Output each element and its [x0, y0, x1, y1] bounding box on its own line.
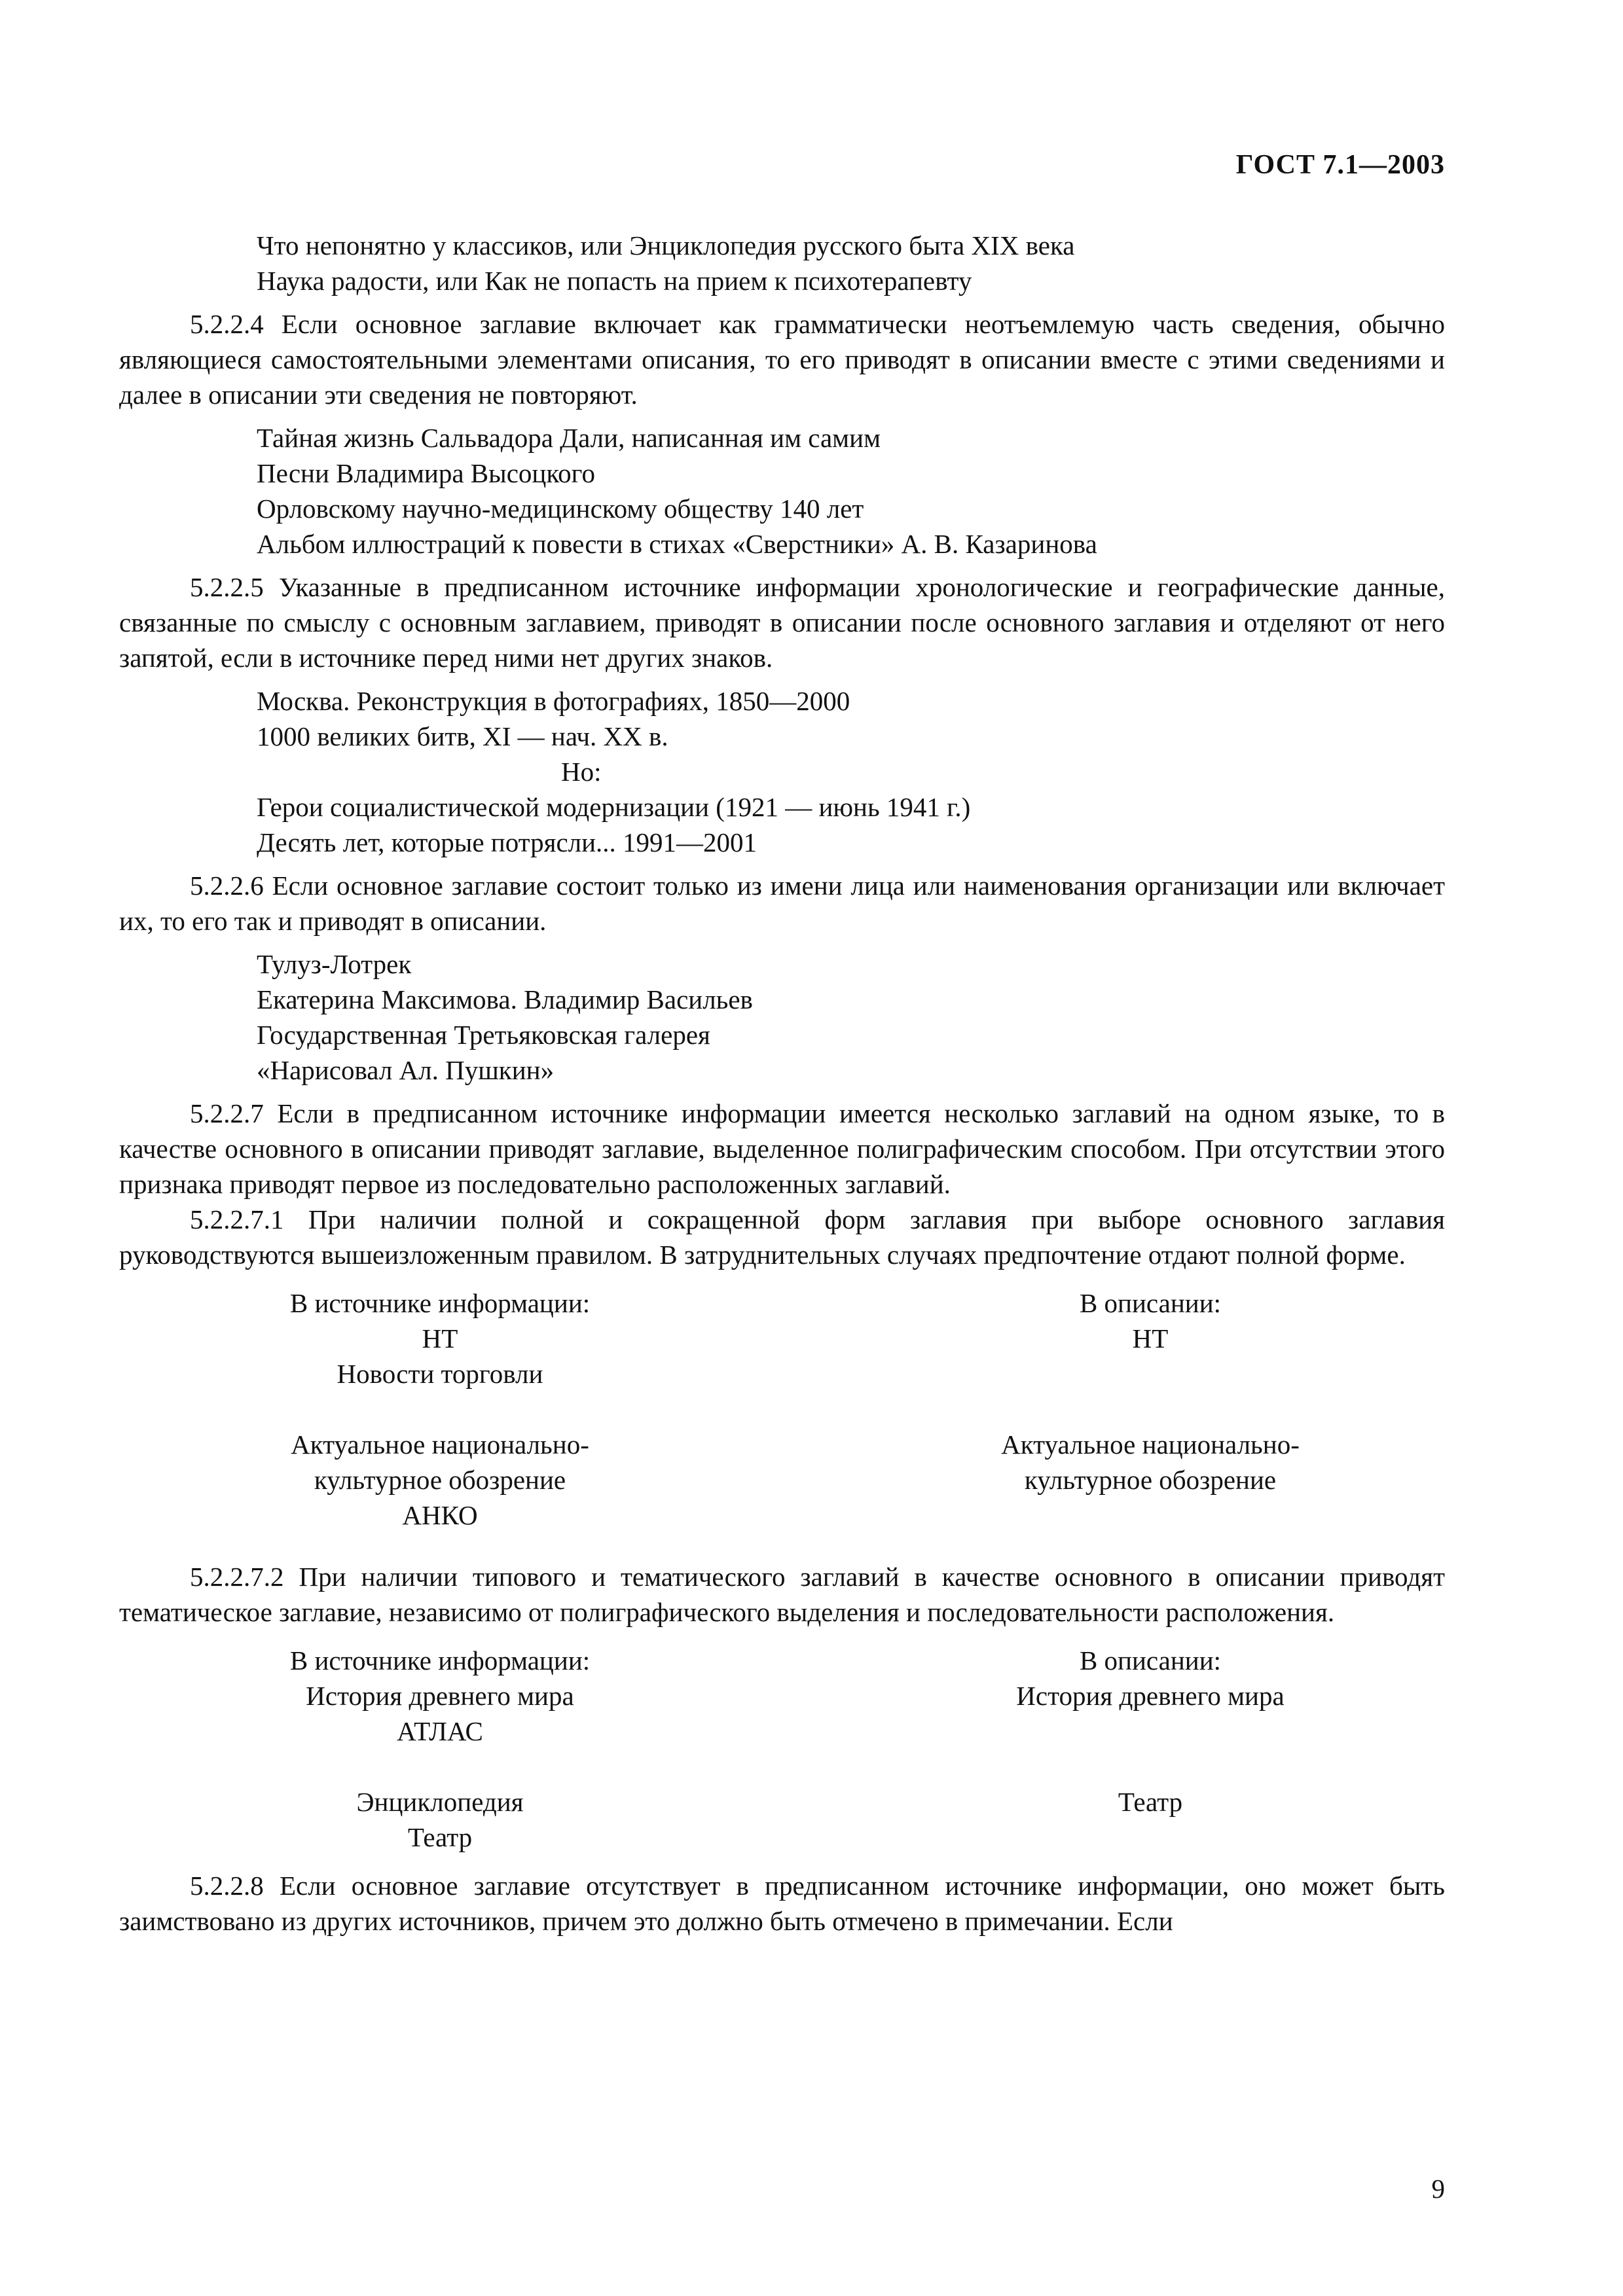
example-line: Что непонятно у классиков, или Энциклопедия русского быта XIX века: [257, 230, 1075, 260]
example-line: Наука радости, или Как не попасть на прием к психотерапевту: [257, 266, 972, 296]
description-group: [856, 1784, 1445, 1820]
main-text: [119, 228, 1445, 1939]
title-line: культурное обозрение: [1024, 1465, 1277, 1495]
examples-5-2-2-6: [257, 946, 1445, 1088]
paragraph-5-2-2-8: 5.2.2.8 Если основное заглавие отсутствует в предписанном источнике информации, оно может быть заимствовано из других источников, причем это должно быть отмечено в примечании. Если: [119, 1871, 1445, 1936]
title-line: Новости торговли: [337, 1359, 543, 1389]
page-number: 9: [1431, 2174, 1445, 2204]
comparison-table-1: [119, 1285, 1445, 1533]
source-group: [145, 1321, 735, 1391]
source-group: [145, 1678, 735, 1749]
paragraph-5-2-2-6: 5.2.2.6 Если основное заглавие состоит только из имени лица или наименования организации или включает их, то его так и приводят в описании.: [119, 870, 1445, 936]
title-line: АТЛАС: [397, 1716, 483, 1746]
paragraph-5-2-2-7-2: 5.2.2.7.2 При наличии типового и тематического заглавий в качестве основного в описании приводят тематическое заглавие, независимо от полиграфического выделения и последовательности расположения.: [119, 1562, 1445, 1627]
source-column: [145, 1643, 735, 1855]
example-line: Герои социалистической модернизации (1921 — июнь 1941 г.): [257, 792, 971, 822]
column-header: В источнике информации:: [289, 1288, 591, 1318]
example-line: Альбом иллюстраций к повести в стихах «Сверстники» А. В. Казаринова: [257, 529, 1097, 559]
example-line: Орловскому научно-медицинскому обществу 140 лет: [257, 493, 864, 524]
example-line: Государственная Третьяковская галерея: [257, 1020, 710, 1050]
title-line: Актуальное национально-: [1001, 1429, 1300, 1460]
description-column: [856, 1643, 1445, 1855]
example-line: Песни Владимира Высоцкого: [257, 458, 595, 488]
source-column: [145, 1285, 735, 1533]
title-line: Театр: [407, 1822, 473, 1852]
source-group: [145, 1784, 735, 1855]
description-column: [856, 1285, 1445, 1533]
paragraph-5-2-2-5: 5.2.2.5 Указанные в предписанном источнике информации хронологические и географические данные, связанные по смыслу с основным заглавием, приводят в описании после основного заглавия и отделяют от него запятой, если в источнике перед ними нет других знаков.: [119, 572, 1445, 673]
example-line: «Нарисовал Ал. Пушкин»: [257, 1055, 555, 1085]
paragraph-5-2-2-7-1: 5.2.2.7.1 При наличии полной и сокращенной форм заглавия при выборе основного заглавия руководствуются вышеизложенным правилом. В затруднительных случаях предпочтение отдают полной форме.: [119, 1204, 1445, 1270]
example-line: Москва. Реконструкция в фотографиях, 1850—2000: [257, 686, 850, 716]
examples-5-2-2-5: [257, 683, 1445, 860]
example-line: Тайная жизнь Сальвадора Дали, написанная им самим: [257, 423, 881, 453]
example-line: Екатерина Максимова. Владимир Васильев: [257, 984, 753, 1014]
intro-examples: [257, 228, 1445, 298]
description-group: [856, 1427, 1445, 1498]
column-header: В источнике информации:: [289, 1645, 591, 1676]
description-group: [856, 1678, 1445, 1749]
title-line: АНКО: [402, 1500, 478, 1530]
title-line: История древнего мира: [1016, 1681, 1285, 1711]
title-line: НТ: [1132, 1323, 1169, 1354]
title-line: Театр: [1118, 1787, 1183, 1817]
description-group: [856, 1321, 1445, 1391]
paragraph-5-2-2-4: 5.2.2.4 Если основное заглавие включает как грамматически неотъемлемую часть сведения, обычно являющиеся самостоятельными элементами описания, то его приводят в описании вместе с этими сведениями и далее в описании эти сведения не повторяют.: [119, 309, 1445, 410]
column-header: В описании:: [1079, 1645, 1222, 1676]
but-label: Но:: [561, 757, 602, 787]
title-line: Актуальное национально-: [291, 1429, 589, 1460]
title-line: История древнего мира: [306, 1681, 574, 1711]
example-line: Тулуз-Лотрек: [257, 949, 412, 979]
examples-5-2-2-4: [257, 420, 1445, 562]
standard-code-header: ГОСТ 7.1—2003: [1235, 150, 1445, 180]
column-header: В описании:: [1079, 1288, 1222, 1318]
title-line: культурное обозрение: [314, 1465, 566, 1495]
title-line: НТ: [422, 1323, 458, 1354]
example-line: 1000 великих битв, XI — нач. XX в.: [257, 721, 668, 751]
source-group: [145, 1427, 735, 1533]
paragraph-5-2-2-7: 5.2.2.7 Если в предписанном источнике информации имеется несколько заглавий на одном языке, то в качестве основного в описании приводят заглавие, выделенное полиграфическим способом. При отсутствии этого признака приводят первое из последовательно расположенных заглавий.: [119, 1098, 1445, 1199]
title-line: Энциклопедия: [356, 1787, 524, 1817]
comparison-table-2: [119, 1643, 1445, 1855]
example-line: Десять лет, которые потрясли... 1991—2001: [257, 827, 757, 857]
